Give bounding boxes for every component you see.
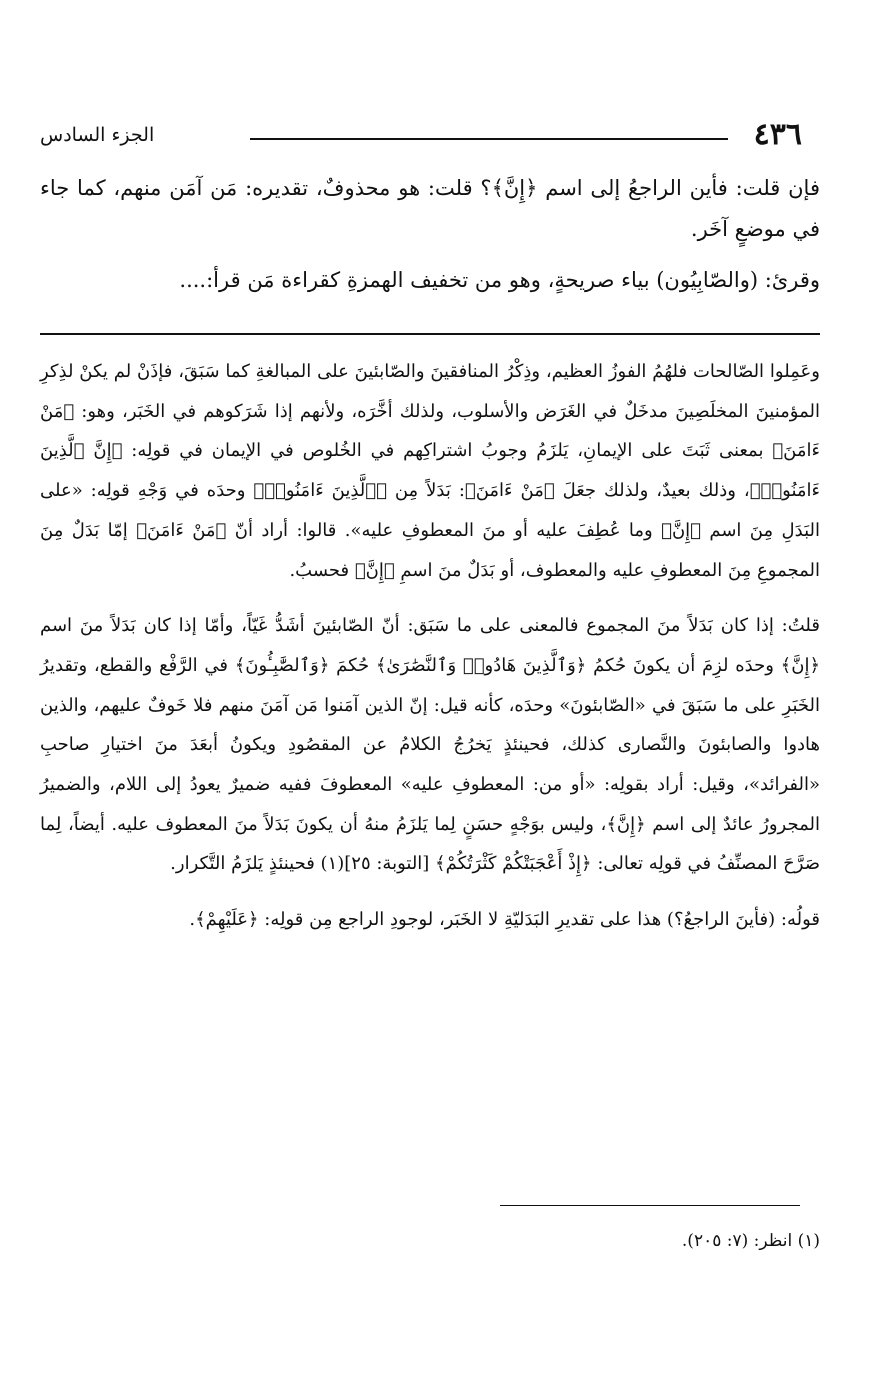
commentary-paragraph: قلتُ: إذا كان بَدَلاً منَ المجموع فالمعنى على ما سَبَق: أنّ الصّابئينَ أشَدُّ غَيّاً، وأمّا إذا كان بَدَلاً منَ اسم ﴿إِنَّ﴾ وحدَه لزِمَ أن يكونَ حُكمُ ﴿وَٱلَّذِينَ هَادُوا۟ وَٱلنَّصَٰرَىٰ﴾ حُكمَ ﴿وَٱلصَّٰبِـُٔونَ﴾ في الرَّفْع والقطع، وتقديرُ الخَبَرِ على ما سَبَقَ في «الصّابئونَ» وحدَه، كأنه قيل: إنّ الذين آمَنوا مَن آمَنَ منهم فلا خَوفٌ عليهم، والذين هادوا والصابئونَ والنَّصارى كذلك، فحينئذٍ يَخرُجُ الكلامُ عن المقصُودِ ويكونُ أبعَدَ منَ اختيارِ صاحبِ «الفرائد»، وقيل: أراد بقولِه: «أو من: المعطوفِ عليه» المعطوفَ ففيه ضميرٌ يعودُ إلى اللام، والضميرُ المجرورُ عائدٌ إلى اسم ﴿إِنَّ﴾، وليس بوَجْهٍ حسَنٍ لِما يَلزَمُ منهُ أن يكونَ بَدَلاً منَ المعطوف عليه. أيضاً، لِما صَرَّحَ المصنِّفُ في قولِه تعالى: ﴿إِذْ أَعْجَبَتْكُمْ كَثْرَتُكُمْ﴾ [التوبة: ٢٥](١) فحينئذٍ يَلزَمُ التَّكرار.: [40, 615, 820, 875]
footnote: (١) انظر: (٧: ٢٠٥).: [681, 1231, 820, 1251]
footnote-divider: [500, 1205, 800, 1206]
page-number: ٤٣٦: [753, 117, 802, 152]
header-rule: [250, 138, 728, 140]
running-title: الجزء السادس: [40, 124, 155, 146]
page-header: [40, 118, 810, 162]
main-text: [40, 168, 820, 301]
main-paragraph: وقرئ: (والصّابِيُون) بياء صريحةٍ، وهو من تخفيف الهمزةِ كقراءة مَن قرأ:....: [179, 268, 820, 292]
commentary-text: [40, 352, 820, 940]
commentary-paragraph: قولُه: (فأينَ الراجعُ؟) هذا على تقديرِ البَدَليّةِ لا الخَبَر، لوجودِ الراجع مِن قولِه: ﴿عَلَيْهِمْ﴾.: [189, 909, 820, 931]
commentary-paragraph: وعَمِلوا الصّالحات فلهُمُ الفوزُ العظيم، وذِكْرُ المنافقينَ والصّابئينَ على المبالغةِ كما سَبَقَ، فإذَنْ لم يكنْ لذِكرِ المؤمنينَ المخلَصِينَ مدخَلٌ في الغَرَض والأسلوب، ولذلك أخَّرَه، ولأنهم إذا شَرَكوهم في الخَبَر، وهو: ﴿مَنْ ءَامَنَ﴾ بمعنى ثَبَتَ على الإيمانِ، يَلزَمُ وجوبُ اشتراكِهم في الخُلوص في الإيمان في قولِه: ﴿إِنَّ ٱلَّذِينَ ءَامَنُوا۟﴾، وذلك بعيدٌ، ولذلك جعَلَ ﴿مَنْ ءَامَنَ﴾: بَدَلاً مِن ﴿ٱلَّذِينَ ءَامَنُوا۟﴾ وحدَه في وَجْهِ قولِه: «على البَدَلِ مِنَ اسم ﴿إِنَّ﴾ وما عُطِفَ عليه أو منَ المعطوفِ عليه». قالوا: أراد أنّ ﴿مَنْ ءَامَنَ﴾ إمّا بَدَلٌ مِنَ المجموعِ مِنَ المعطوفِ عليه والمعطوف، أو بَدَلٌ منَ اسمِ ﴿إِنَّ﴾ فحسبُ.: [40, 361, 820, 581]
main-text-divider: [40, 333, 820, 335]
main-paragraph: فإن قلت: فأين الراجعُ إلى اسم ﴿إِنَّ﴾؟ قلت: هو محذوفٌ، تقديره: مَن آمَن منهم، كما جاء في موضعٍ آخَر.: [40, 176, 820, 241]
